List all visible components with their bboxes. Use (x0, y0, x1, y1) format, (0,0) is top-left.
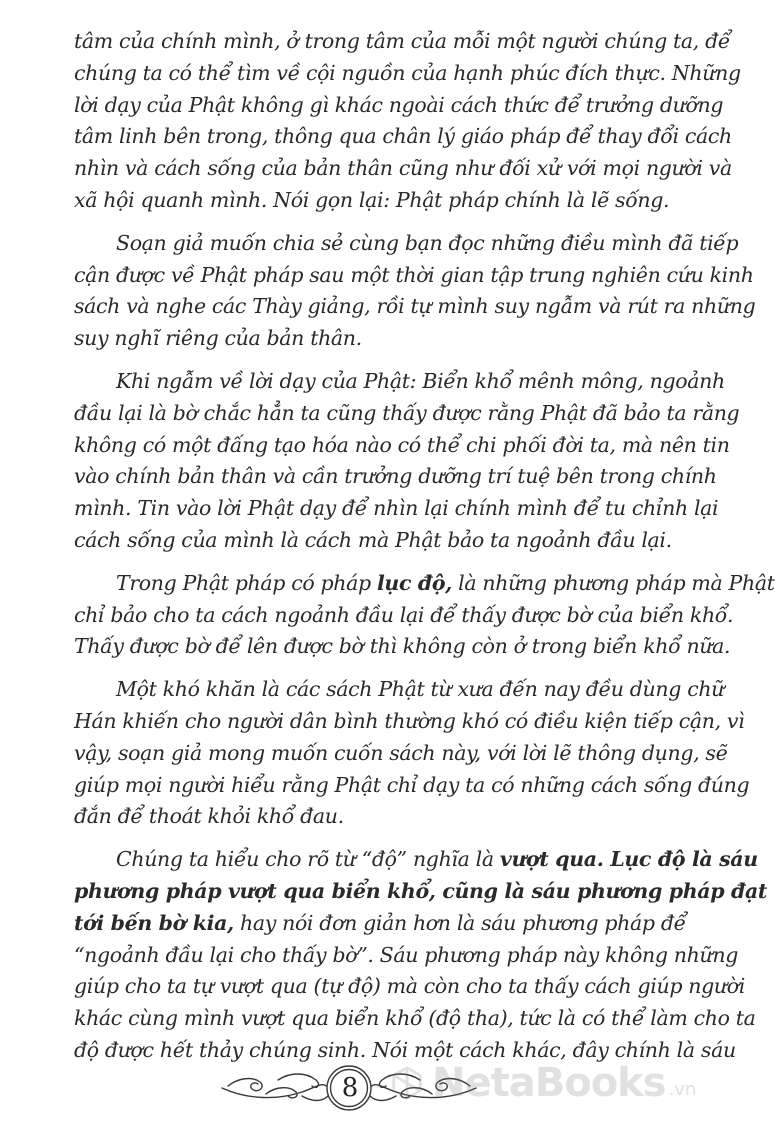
text-run: tâm linh bên trong, thông qua chân lý giáo pháp để thay đổi cách (74, 124, 732, 149)
bold-text-run: vượt qua. Lục độ là sáu (499, 847, 758, 872)
text-run: hay nói đơn giản hơn là sáu phương pháp để (233, 910, 686, 935)
text-line (74, 398, 740, 430)
text-line (74, 323, 630, 355)
text-line (74, 876, 768, 908)
text-run: cách sống của mình là cách mà Phật bảo ta ngoảnh đầu lại. (74, 527, 672, 552)
paragraph (74, 26, 741, 217)
text-line (74, 26, 731, 58)
text-run: Thấy được bờ để lên được bờ thì không còn ở trong biển khổ nữa. (74, 634, 731, 659)
netabooks-logo-icon (388, 1064, 426, 1102)
text-run: chúng ta có thể tìm về cội nguồn của hạnh phúc đích thực. Những (74, 60, 741, 85)
text-run: sách và nghe các Thày giảng, rồi tự mình suy ngẫm và rút ra những (74, 294, 756, 319)
text-run: Hán khiến cho người dân bình thường khó có điều kiện tiếp cận, vì (74, 708, 745, 733)
text-line (74, 185, 670, 217)
paragraph-gap (74, 557, 630, 568)
text-run: Một khó khăn là các sách Phật từ xưa đến nay đều dùng chữ (116, 677, 725, 702)
text-run: xã hội quanh mình. Nói gọn lại: Phật pháp chính là lẽ sống. (74, 187, 670, 212)
text-run: không có một đấng tạo hóa nào có thể chi phối đời ta, mà nên tin (74, 432, 730, 457)
bold-text-run: tới bến bờ kia, (74, 910, 234, 935)
text-line (74, 461, 717, 493)
text-line (74, 291, 756, 323)
text-line (74, 706, 745, 738)
text-run: là những phương pháp mà Phật (451, 570, 775, 595)
text-run: đắn để thoát khỏi khổ đau. (74, 804, 344, 829)
text-line (74, 940, 738, 972)
text-line (74, 674, 725, 706)
text-line (74, 738, 728, 770)
text-run: Soạn giả muốn chia sẻ cùng bạn đọc những điều mình đã tiếp (116, 230, 739, 255)
text-line (74, 801, 630, 833)
text-line (74, 430, 730, 462)
text-line (74, 153, 732, 185)
book-page-body (74, 26, 775, 1067)
text-line (74, 121, 732, 153)
text-line (74, 228, 739, 260)
watermark (388, 1058, 696, 1108)
text-line (74, 631, 731, 663)
paragraph (74, 568, 775, 663)
text-line (74, 1003, 756, 1035)
text-run: Trong Phật pháp có pháp (116, 570, 377, 595)
paragraph-gap (74, 355, 630, 366)
text-run: mình. Tin vào lời Phật dạy để nhìn lại chính mình để tu chỉnh lại (74, 496, 719, 521)
text-run: suy nghĩ riêng của bản thân. (74, 326, 362, 351)
text-line (74, 525, 672, 557)
paragraph (74, 228, 756, 355)
bold-text-run: lục độ, (376, 570, 452, 595)
text-line (74, 58, 741, 90)
paragraph (74, 366, 740, 557)
text-line (74, 844, 758, 876)
text-run: tâm của chính mình, ở trong tâm của mỗi một người chúng ta, để (74, 29, 731, 53)
text-line (74, 568, 775, 600)
text-line (74, 770, 750, 802)
watermark-suffix: .vn (668, 1078, 697, 1100)
text-run: Khi ngẫm về lời dạy của Phật: Biển khổ mênh mông, ngoảnh (116, 368, 725, 393)
paragraph-gap (74, 217, 630, 228)
text-run: cận được về Phật pháp sau một thời gian tập trung nghiên cứu kinh (74, 262, 754, 287)
text-run: vậy, soạn giả mong muốn cuốn sách này, với lời lẽ thông dụng, sẽ (74, 740, 728, 765)
text-run: “ngoảnh đầu lại cho thấy bờ”. Sáu phương pháp này không những (74, 942, 738, 967)
paragraph (74, 844, 768, 1067)
text-run: nhìn và cách sống của bản thân cũng như đối xử với mọi người và (74, 156, 732, 181)
text-line (74, 493, 719, 525)
bold-text-run: phương pháp vượt qua biển khổ, cũng là sáu phương pháp đạt (74, 878, 768, 903)
text-line (74, 366, 725, 398)
text-run: chỉ bảo cho ta cách ngoảnh đầu lại để thấy được bờ của biển khổ. (74, 602, 734, 627)
text-run: giúp mọi người hiểu rằng Phật chỉ dạy ta có những cách sống đúng (74, 772, 750, 797)
text-line (74, 90, 724, 122)
text-line (74, 260, 754, 292)
text-run: lời dạy của Phật không gì khác ngoài cách thức để trưởng dưỡng (74, 92, 724, 117)
text-line (74, 908, 686, 940)
page-number: 8 (341, 1073, 359, 1103)
text-run: giúp cho ta tự vượt qua (tự độ) mà còn cho ta thấy cách giúp người (74, 974, 745, 999)
text-run: vào chính bản thân và cần trưởng dưỡng trí tuệ bên trong chính (74, 464, 717, 489)
text-run: khác cùng mình vượt qua biển khổ (độ tha), tức là có thể làm cho ta (74, 1006, 756, 1031)
text-run: đầu lại là bờ chắc hẳn ta cũng thấy được rằng Phật đã bảo ta rằng (74, 400, 740, 425)
page-footer (0, 1048, 700, 1128)
text-run: Chúng ta hiểu cho rõ từ “độ” nghĩa là (116, 847, 500, 872)
paragraph-gap (74, 663, 630, 674)
text-run: độ được hết thảy chúng sinh. Nói một cách khác, đây chính là sáu (74, 1037, 736, 1062)
text-line (74, 971, 745, 1003)
paragraph-gap (74, 833, 630, 844)
watermark-brand: NetaBooks (432, 1060, 666, 1106)
paragraph (74, 674, 750, 833)
text-line (74, 600, 734, 632)
